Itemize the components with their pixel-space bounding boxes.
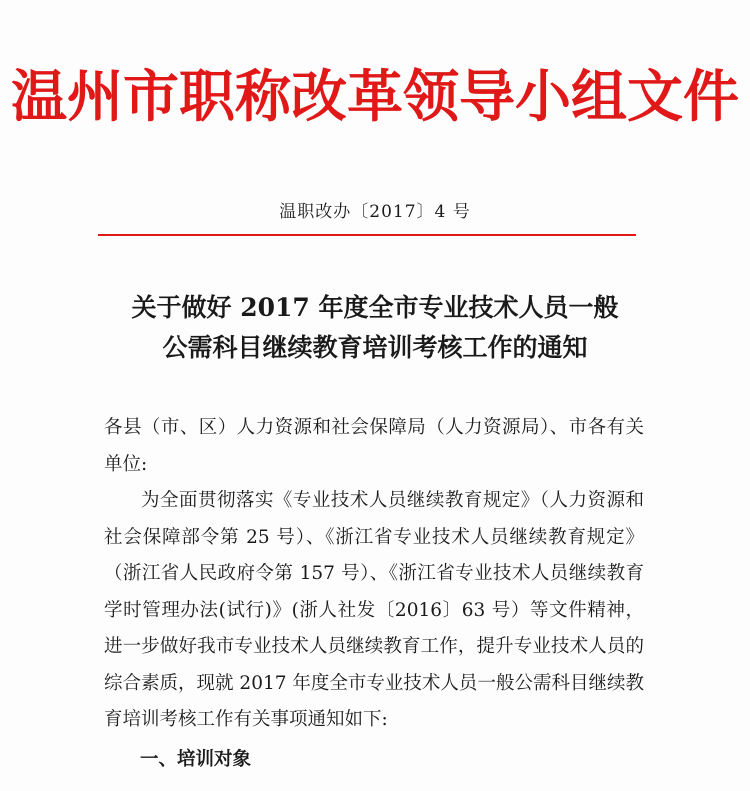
red-divider-line [98,234,636,236]
document-title [60,288,690,368]
title-line-1: 关于做好 2017 年度全市专业技术人员一般 [131,293,619,322]
body-paragraph: 为全面贯彻落实《专业技术人员继续教育规定》（人力资源和社会保障部令第 25 号）、《浙江省专业技术人员继续教育规定》（浙江省人民政府令第 157 号）、《浙江省专业技术人员继续教育学时管理办法(试行)》(浙人社发〔2016〕63 号）等文件精神，进一步做好我市专业技术人员继续教育工作，提升专业技术人员的综合素质，现就 2017 年度全市专业技术人员一般公需科目继续教育培训考核工作有关事项通知如下: [104,490,644,730]
document-body [104,410,644,739]
document-header: 温州市职称改革领导小组文件 [11,64,739,130]
section-heading: 一、培训对象 [140,749,252,770]
salutation: 各县（市、区）人力资源和社会保障局（人力资源局）、市各有关单位: [104,417,644,475]
title-line-2: 公需科目继续教育培训考核工作的通知 [162,333,588,362]
document-number: 温职改办〔2017〕4 号 [279,202,471,222]
